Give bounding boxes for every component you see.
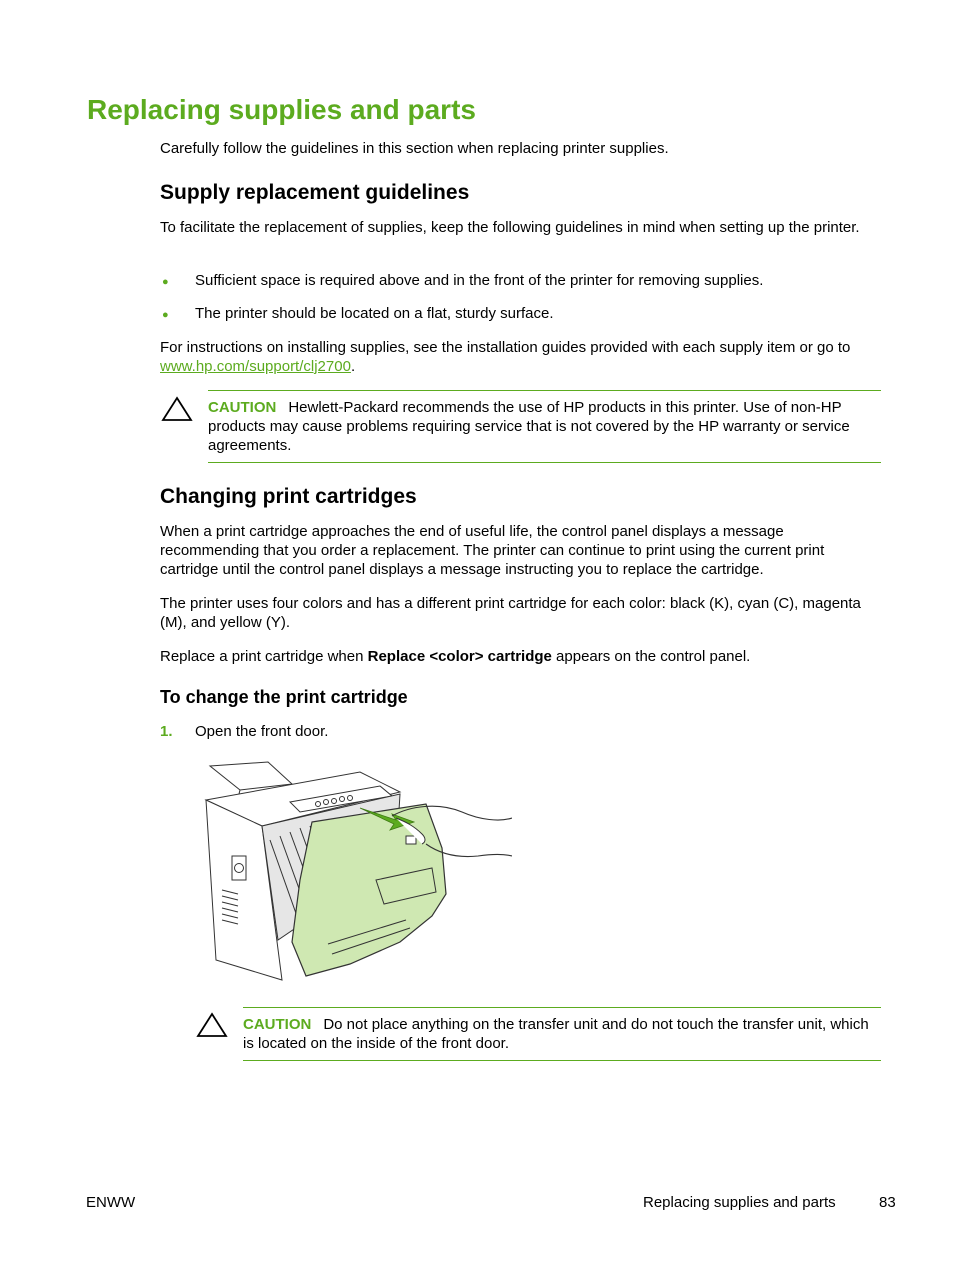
caution-label: CAUTION <box>243 1016 312 1033</box>
step-text: Open the front door. <box>195 723 329 740</box>
caution-bottom-rule <box>208 462 881 463</box>
procedure-heading: To change the print cartridge <box>160 687 408 707</box>
caution-box <box>208 398 881 455</box>
bullet-item: Sufficient space is required above and in the front of the printer for removing supplies. <box>195 272 764 289</box>
replace-message: Replace <color> cartridge <box>367 648 552 665</box>
install-text: For instructions on installing supplies, see the installation guides provided with each supply item or go to <box>160 339 851 356</box>
caution-box <box>243 1015 881 1053</box>
caution-triangle-icon <box>196 1012 228 1043</box>
replace-when-paragraph <box>160 647 884 666</box>
bullet-dot-icon: ● <box>162 309 169 321</box>
install-text-end: . <box>350 358 356 375</box>
section-heading-supply-guidelines: Supply replacement guidelines <box>160 181 470 204</box>
footer-left: ENWW <box>86 1194 136 1211</box>
caution-text: Hewlett-Packard recommends the use of HP products in this printer. Use of non-HP products may cause problems requiring service that is not covered by the HP warranty or service agreements. <box>208 399 850 454</box>
guidelines-paragraph: To facilitate the replacement of supplies, keep the following guidelines in mind when setting up the printer. <box>160 219 860 236</box>
printer-front-door-illustration <box>200 760 512 982</box>
replace-text-end: appears on the control panel. <box>556 648 751 665</box>
four-colors-paragraph: The printer uses four colors and has a different print cartridge for each color: black (K), cyan (C), magenta (M), and yellow (Y). <box>160 595 861 631</box>
page-title: Replacing supplies and parts <box>87 94 476 125</box>
support-link[interactable]: www.hp.com/support/clj2700 <box>160 358 351 375</box>
caution-top-rule <box>208 390 881 391</box>
replace-text: Replace a print cartridge when <box>160 648 364 665</box>
caution-triangle-icon <box>161 396 193 427</box>
bullet-item: The printer should be located on a flat, sturdy surface. <box>195 305 554 322</box>
footer-section-title: Replacing supplies and parts <box>643 1194 836 1211</box>
install-instructions-paragraph <box>160 338 884 376</box>
bullet-dot-icon: ● <box>162 276 169 288</box>
section-heading-changing-cartridges: Changing print cartridges <box>160 485 417 508</box>
page-number: 83 <box>879 1194 896 1211</box>
caution-bottom-rule <box>243 1060 881 1061</box>
cartridge-life-paragraph: When a print cartridge approaches the end of useful life, the control panel displays a message recommending that you order a replacement. The printer can continue to print using the current print cartridge until the control panel displays a message instructing you to replace the cartridge. <box>160 523 825 578</box>
caution-top-rule <box>243 1007 881 1008</box>
intro-paragraph: Carefully follow the guidelines in this section when replacing printer supplies. <box>160 140 669 157</box>
caution-label: CAUTION <box>208 399 277 416</box>
caution-text: Do not place anything on the transfer unit and do not touch the transfer unit, which is located on the inside of the front door. <box>243 1016 869 1052</box>
step-number: 1. <box>160 723 173 740</box>
